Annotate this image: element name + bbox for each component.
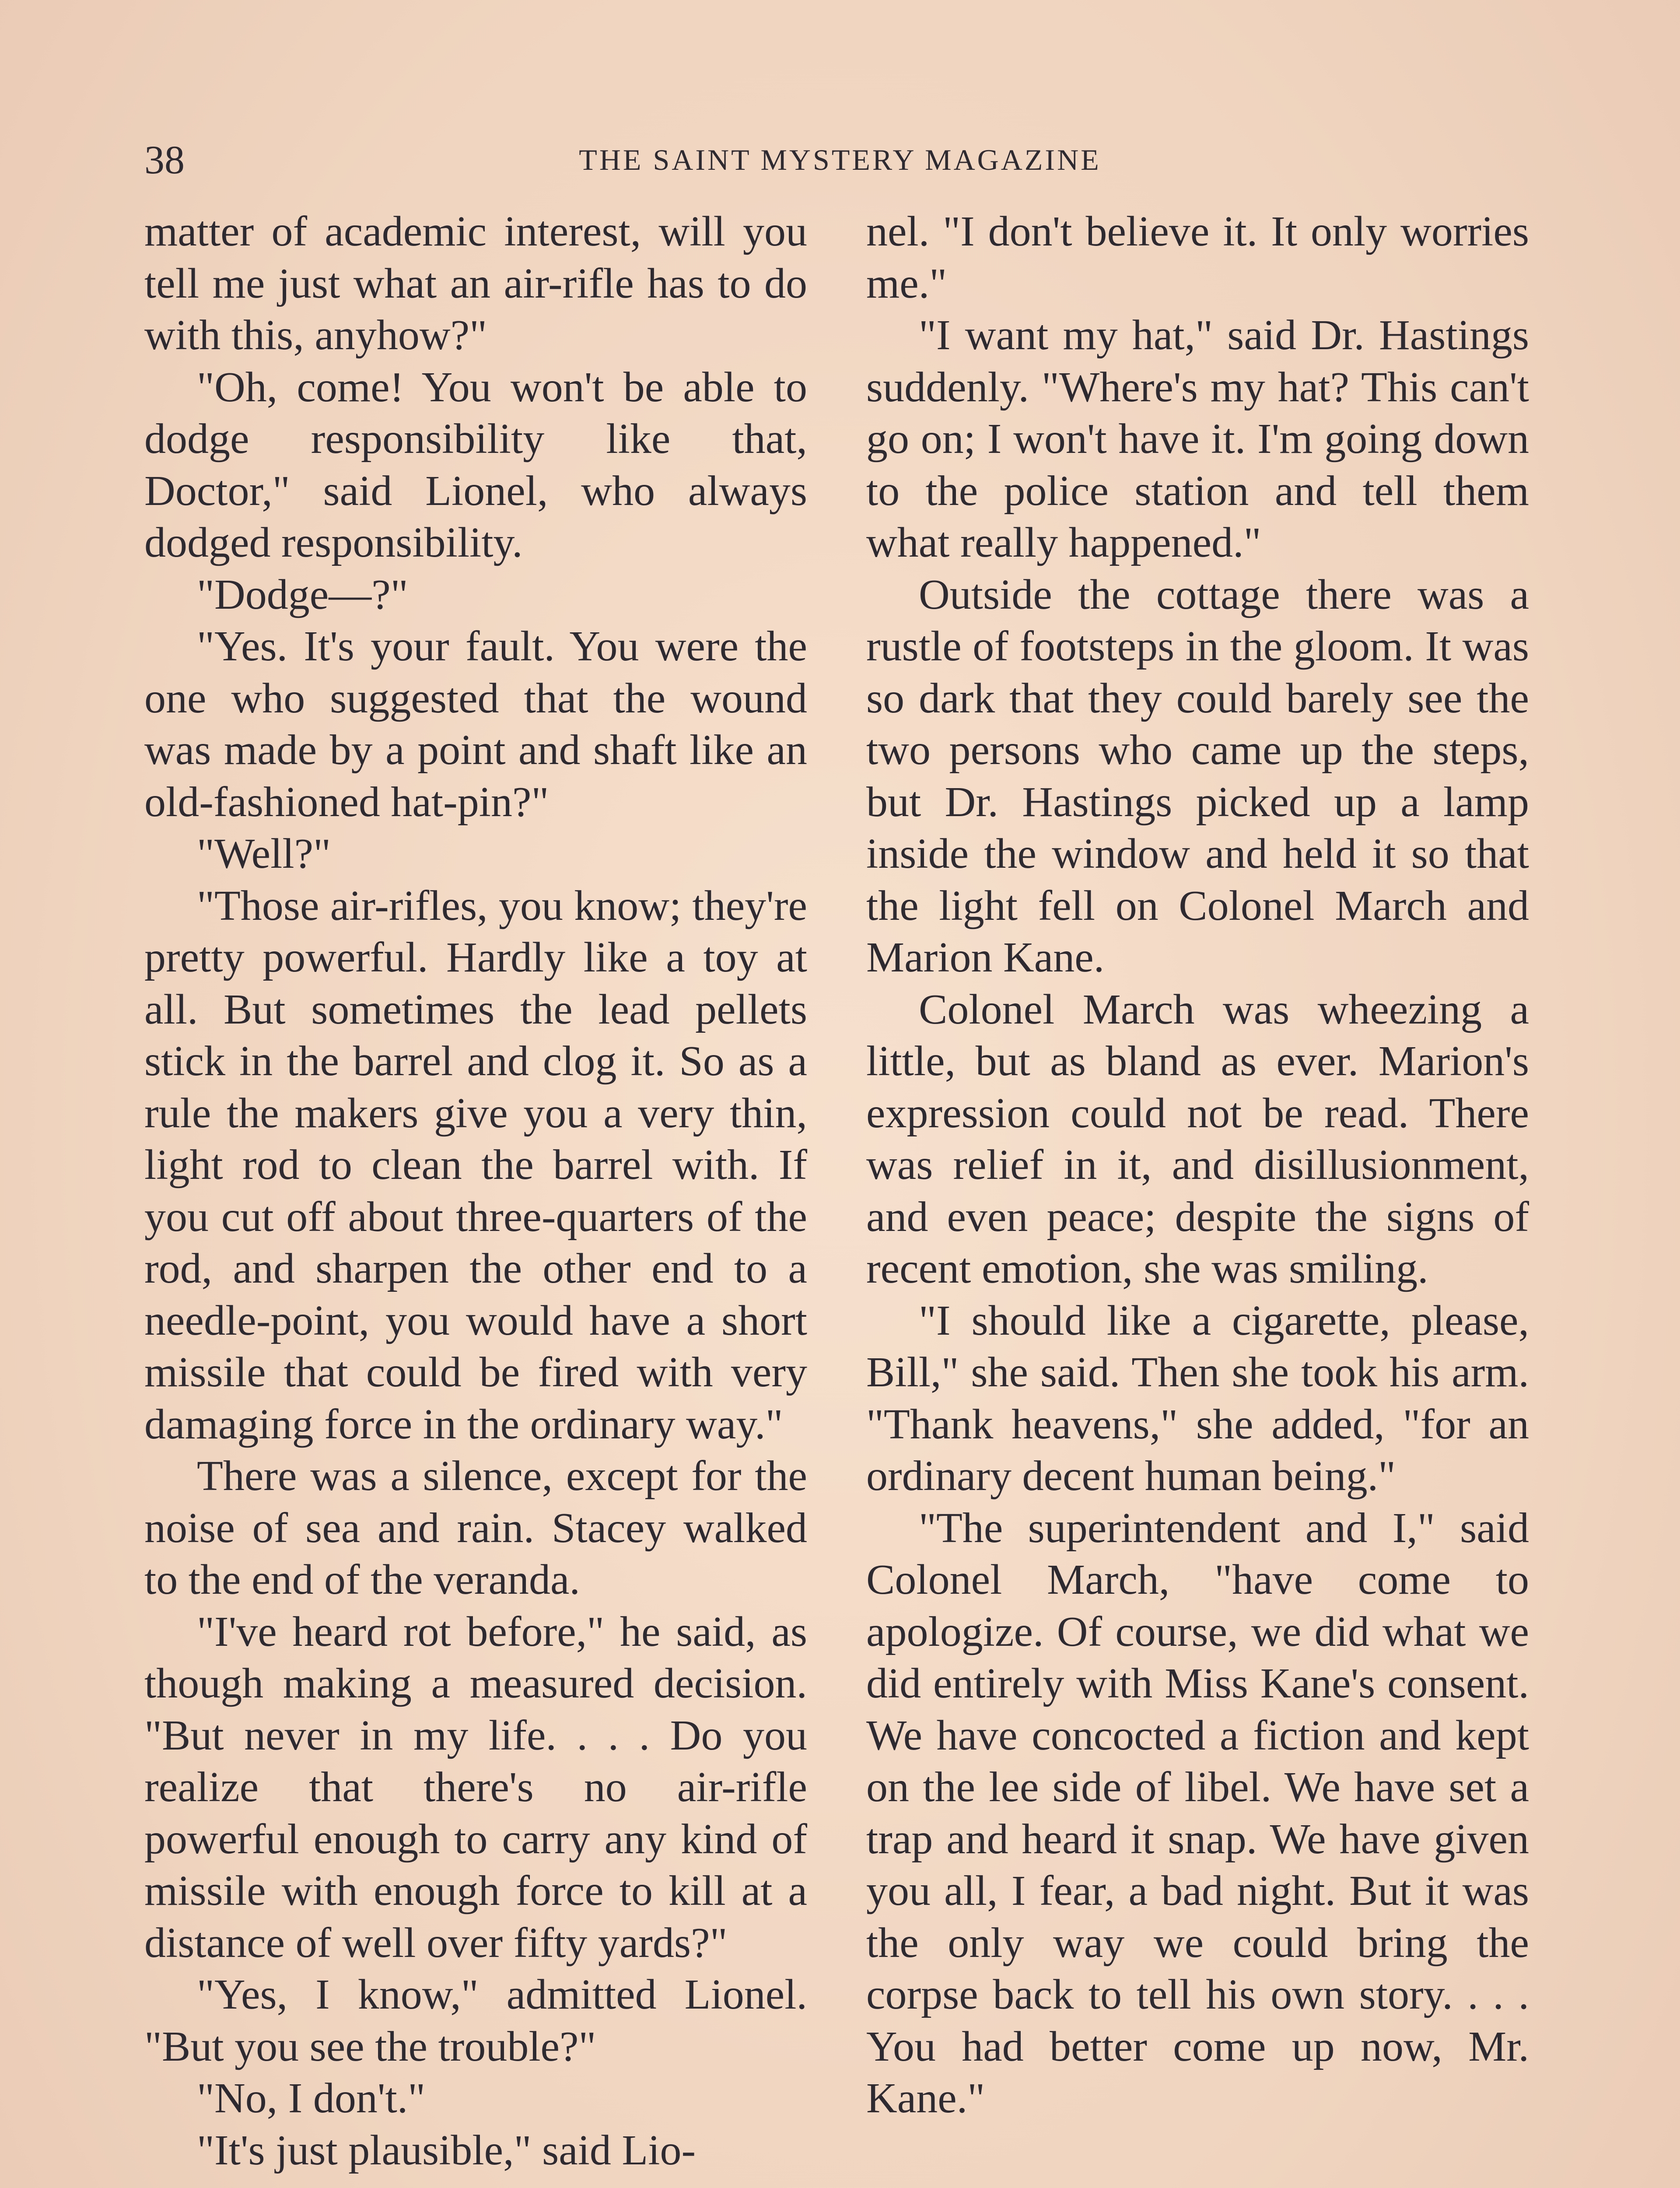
- paragraph: "Those air-rifles, you know; they're pretty powerful. Hardly like a toy at all. But sometimes the lead pellets stick in the barrel and clog it. So as a rule the makers give you a very thin, light rod to clean the barrel with. If you cut off about three-quarters of the rod, and sharpen the other end to a needle-point, you would have a short missile that could be fired with very damaging force in the ordinary way.": [144, 882, 807, 1448]
- right-column: [866, 206, 1529, 2125]
- paragraph: nel. "I don't believe it. It only worries me.": [866, 208, 1529, 307]
- paragraph: "Yes. It's your fault. You were the one who suggested that the wound was made by a point and shaft like an old-fashioned hat-pin?": [144, 623, 807, 826]
- paragraph: "Dodge—?": [197, 571, 408, 618]
- paragraph: matter of academic interest, will you tell me just what an air-rifle has to do with this, anyhow?": [144, 208, 807, 359]
- paragraph: "It's just plausible," said Lio-: [197, 2126, 696, 2174]
- paragraph: "Yes, I know," admitted Lionel. "But you see the trouble?": [144, 1971, 807, 2070]
- paragraph: "The superintendent and I," said Colonel March, "have come to apologize. Of course, we did what we did entirely with Miss Kane's consent. We have concocted a fiction and kept on the lee side of libel. We have set a trap and heard it snap. We have given you all, I fear, a bad night. But it was the only way we could bring the corpse back to tell his own story. . . . You had better come up now, Mr. Kane.": [866, 1504, 1529, 2122]
- paragraph: "Oh, come! You won't be able to dodge responsibility like that, Doctor," said Lionel, who always dodged responsibility.: [144, 363, 807, 566]
- paragraph: "No, I don't.": [197, 2075, 426, 2122]
- page-number: 38: [144, 137, 185, 182]
- paragraph: "I should like a cigarette, please, Bill," she said. Then she took his arm. "Thank heavens," she added, "for an ordinary decent human being.": [866, 1297, 1529, 1500]
- paragraph: There was a silence, except for the noise of sea and rain. Stacey walked to the end of the veranda.: [144, 1452, 807, 1603]
- paragraph: "I've heard rot before," he said, as though making a measured decision. "But never in my life. . . . Do you realize that there's no air-rifle powerful enough to carry any kind of missile with enough force to kill at a distance of well over fifty yards?": [144, 1608, 807, 1967]
- paragraph: Outside the cottage there was a rustle of footsteps in the gloom. It was so dark that they could barely see the two persons who came up the steps, but Dr. Hastings picked up a lamp inside the window and held it so that the light fell on Colonel March and Marion Kane.: [866, 571, 1529, 981]
- paragraph: "Well?": [197, 830, 331, 877]
- left-column: [144, 206, 807, 2176]
- paragraph: "I want my hat," said Dr. Hastings suddenly. "Where's my hat? This can't go on; I won't have it. I'm going down to the police station and tell them what really happened.": [866, 312, 1529, 566]
- page-header: [144, 131, 1536, 188]
- running-head: THE SAINT MYSTERY MAGAZINE: [579, 143, 1101, 176]
- paragraph: Colonel March was wheezing a little, but as bland as ever. Marion's expression could not be read. There was relief in it, and disillusionment, and even peace; despite the signs of recent emotion, she was smiling.: [866, 985, 1529, 1292]
